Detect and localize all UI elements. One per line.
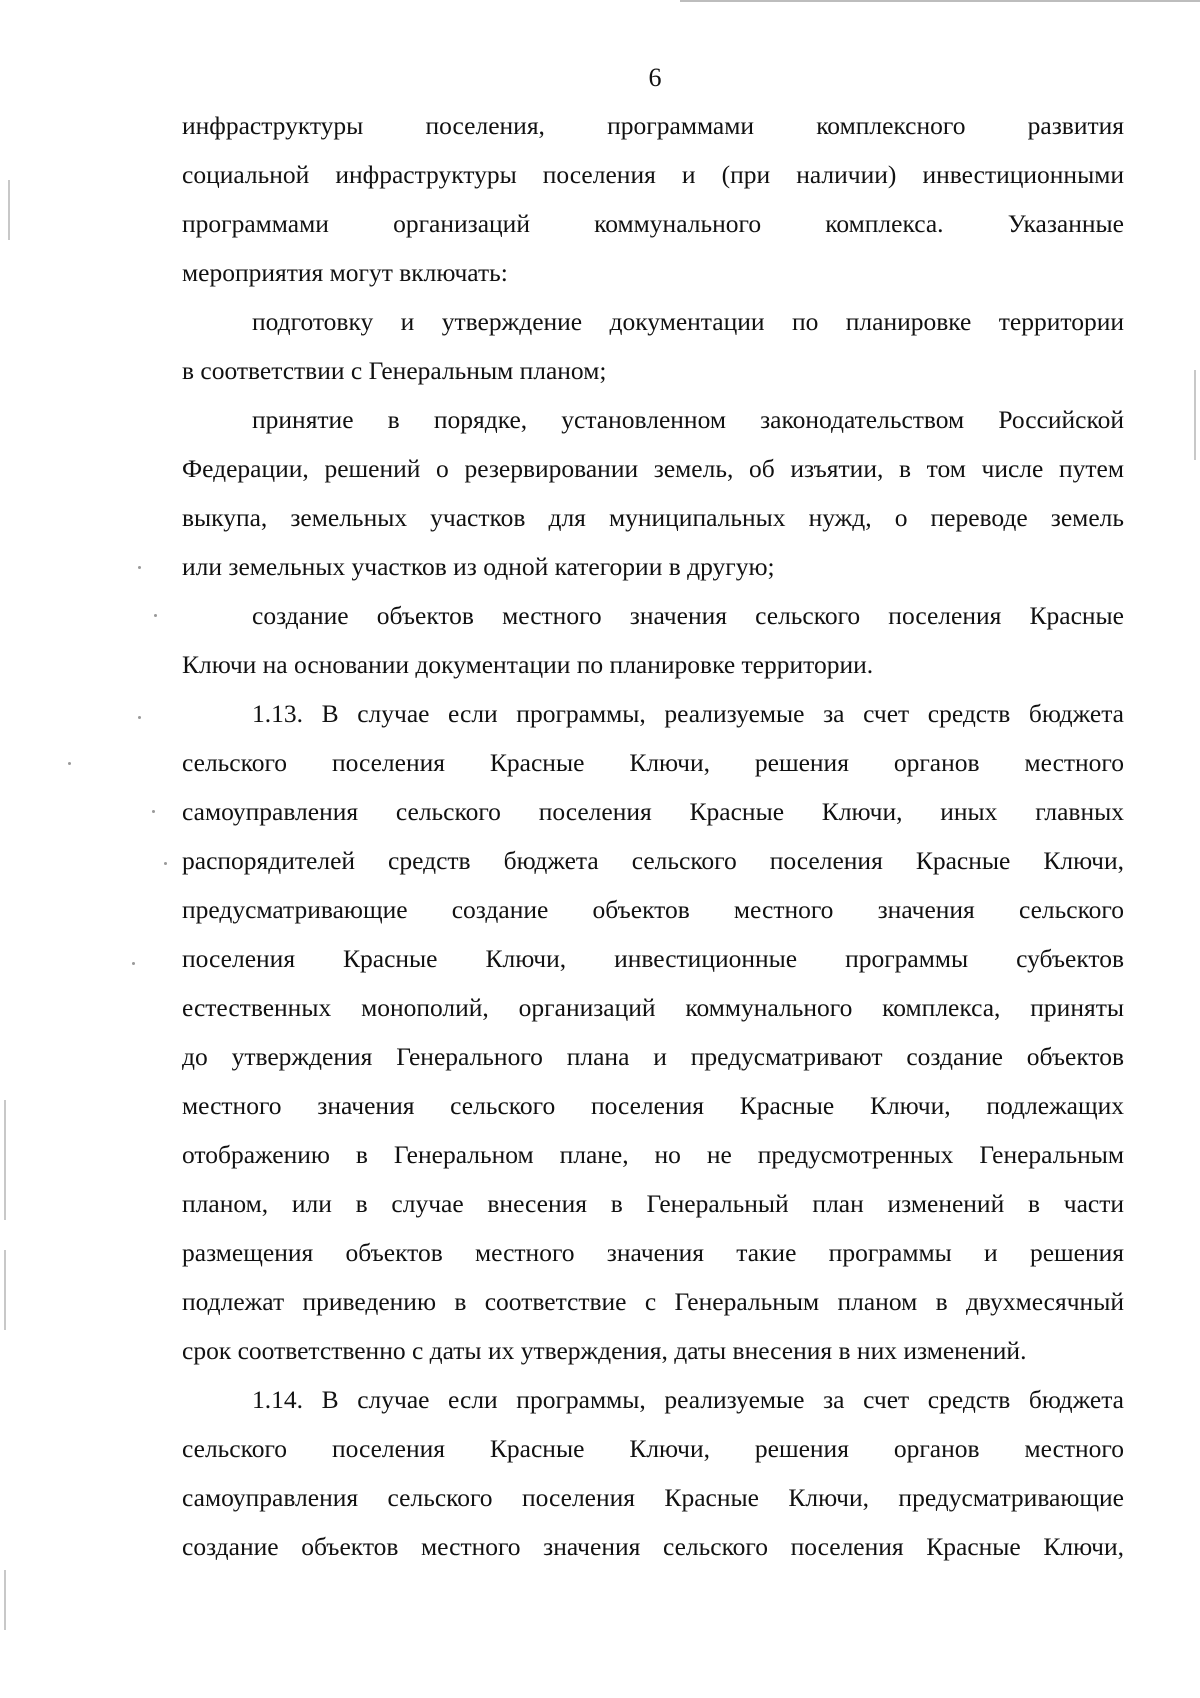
scan-margin-mark (1194, 370, 1196, 460)
scan-margin-mark (8, 180, 10, 240)
text-line: подлежат приведению в соответствие с Генеральным планом в двухмесячный (182, 1287, 1124, 1316)
text-line: естественных монополий, организаций коммунального комплекса, приняты (182, 993, 1124, 1022)
scan-speck (164, 862, 167, 865)
text-line: 1.14. В случае если программы, реализуемые за счет средств бюджета (252, 1385, 1124, 1414)
text-line: Ключи на основании документации по планировке территории. (182, 650, 874, 679)
text-line: принятие в порядке, установленном законодательством Российской (252, 405, 1124, 434)
text-line: самоуправления сельского поселения Красные Ключи, предусматривающие (182, 1483, 1124, 1512)
text-line: инфраструктуры поселения, программами комплексного развития (182, 111, 1124, 140)
text-line: отображению в Генеральном плане, но не предусмотренных Генеральным (182, 1140, 1124, 1169)
text-line: планом, или в случае внесения в Генеральный план изменений в части (182, 1189, 1124, 1218)
scan-margin-mark (4, 1570, 6, 1630)
text-line: срок соответственно с даты их утверждения, даты внесения в них изменений. (182, 1336, 1027, 1365)
document-body (182, 101, 1124, 1571)
text-line: самоуправления сельского поселения Красные Ключи, иных главных (182, 797, 1124, 826)
text-line: 1.13. В случае если программы, реализуемые за счет средств бюджета (252, 699, 1124, 728)
scan-speck (152, 810, 155, 813)
text-line: размещения объектов местного значения такие программы и решения (182, 1238, 1124, 1267)
text-line: мероприятия могут включать: (182, 258, 508, 287)
scan-margin-mark (4, 1250, 6, 1330)
page-number: 6 (648, 63, 662, 92)
text-line: создание объектов местного значения сельского поселения Красные (252, 601, 1124, 630)
text-line: социальной инфраструктуры поселения и (при наличии) инвестиционными (182, 160, 1124, 189)
text-line: до утверждения Генерального плана и предусматривают создание объектов (182, 1042, 1124, 1071)
text-line: поселения Красные Ключи, инвестиционные программы субъектов (182, 944, 1124, 973)
text-line: Федерации, решений о резервировании земель, об изъятии, в том числе путем (182, 454, 1124, 483)
text-line: предусматривающие создание объектов местного значения сельского (182, 895, 1124, 924)
scan-speck (138, 566, 141, 569)
text-line: выкупа, земельных участков для муниципальных нужд, о переводе земель (182, 503, 1124, 532)
text-line: создание объектов местного значения сельского поселения Красные Ключи, (182, 1532, 1124, 1561)
text-line: местного значения сельского поселения Красные Ключи, подлежащих (182, 1091, 1124, 1120)
text-line: в соответствии с Генеральным планом; (182, 356, 607, 385)
scan-speck (68, 762, 71, 765)
scan-margin-mark (4, 1100, 6, 1220)
scan-top-edge (680, 0, 1200, 2)
scan-speck (132, 962, 135, 965)
text-line: сельского поселения Красные Ключи, решения органов местного (182, 1434, 1124, 1463)
text-line: или земельных участков из одной категории в другую; (182, 552, 775, 581)
text-line: распорядителей средств бюджета сельского поселения Красные Ключи, (182, 846, 1124, 875)
text-line: подготовку и утверждение документации по планировке территории (252, 307, 1124, 336)
scan-speck (154, 614, 157, 617)
text-line: сельского поселения Красные Ключи, решения органов местного (182, 748, 1124, 777)
text-line: программами организаций коммунального комплекса. Указанные (182, 209, 1124, 238)
scan-speck (138, 716, 141, 719)
